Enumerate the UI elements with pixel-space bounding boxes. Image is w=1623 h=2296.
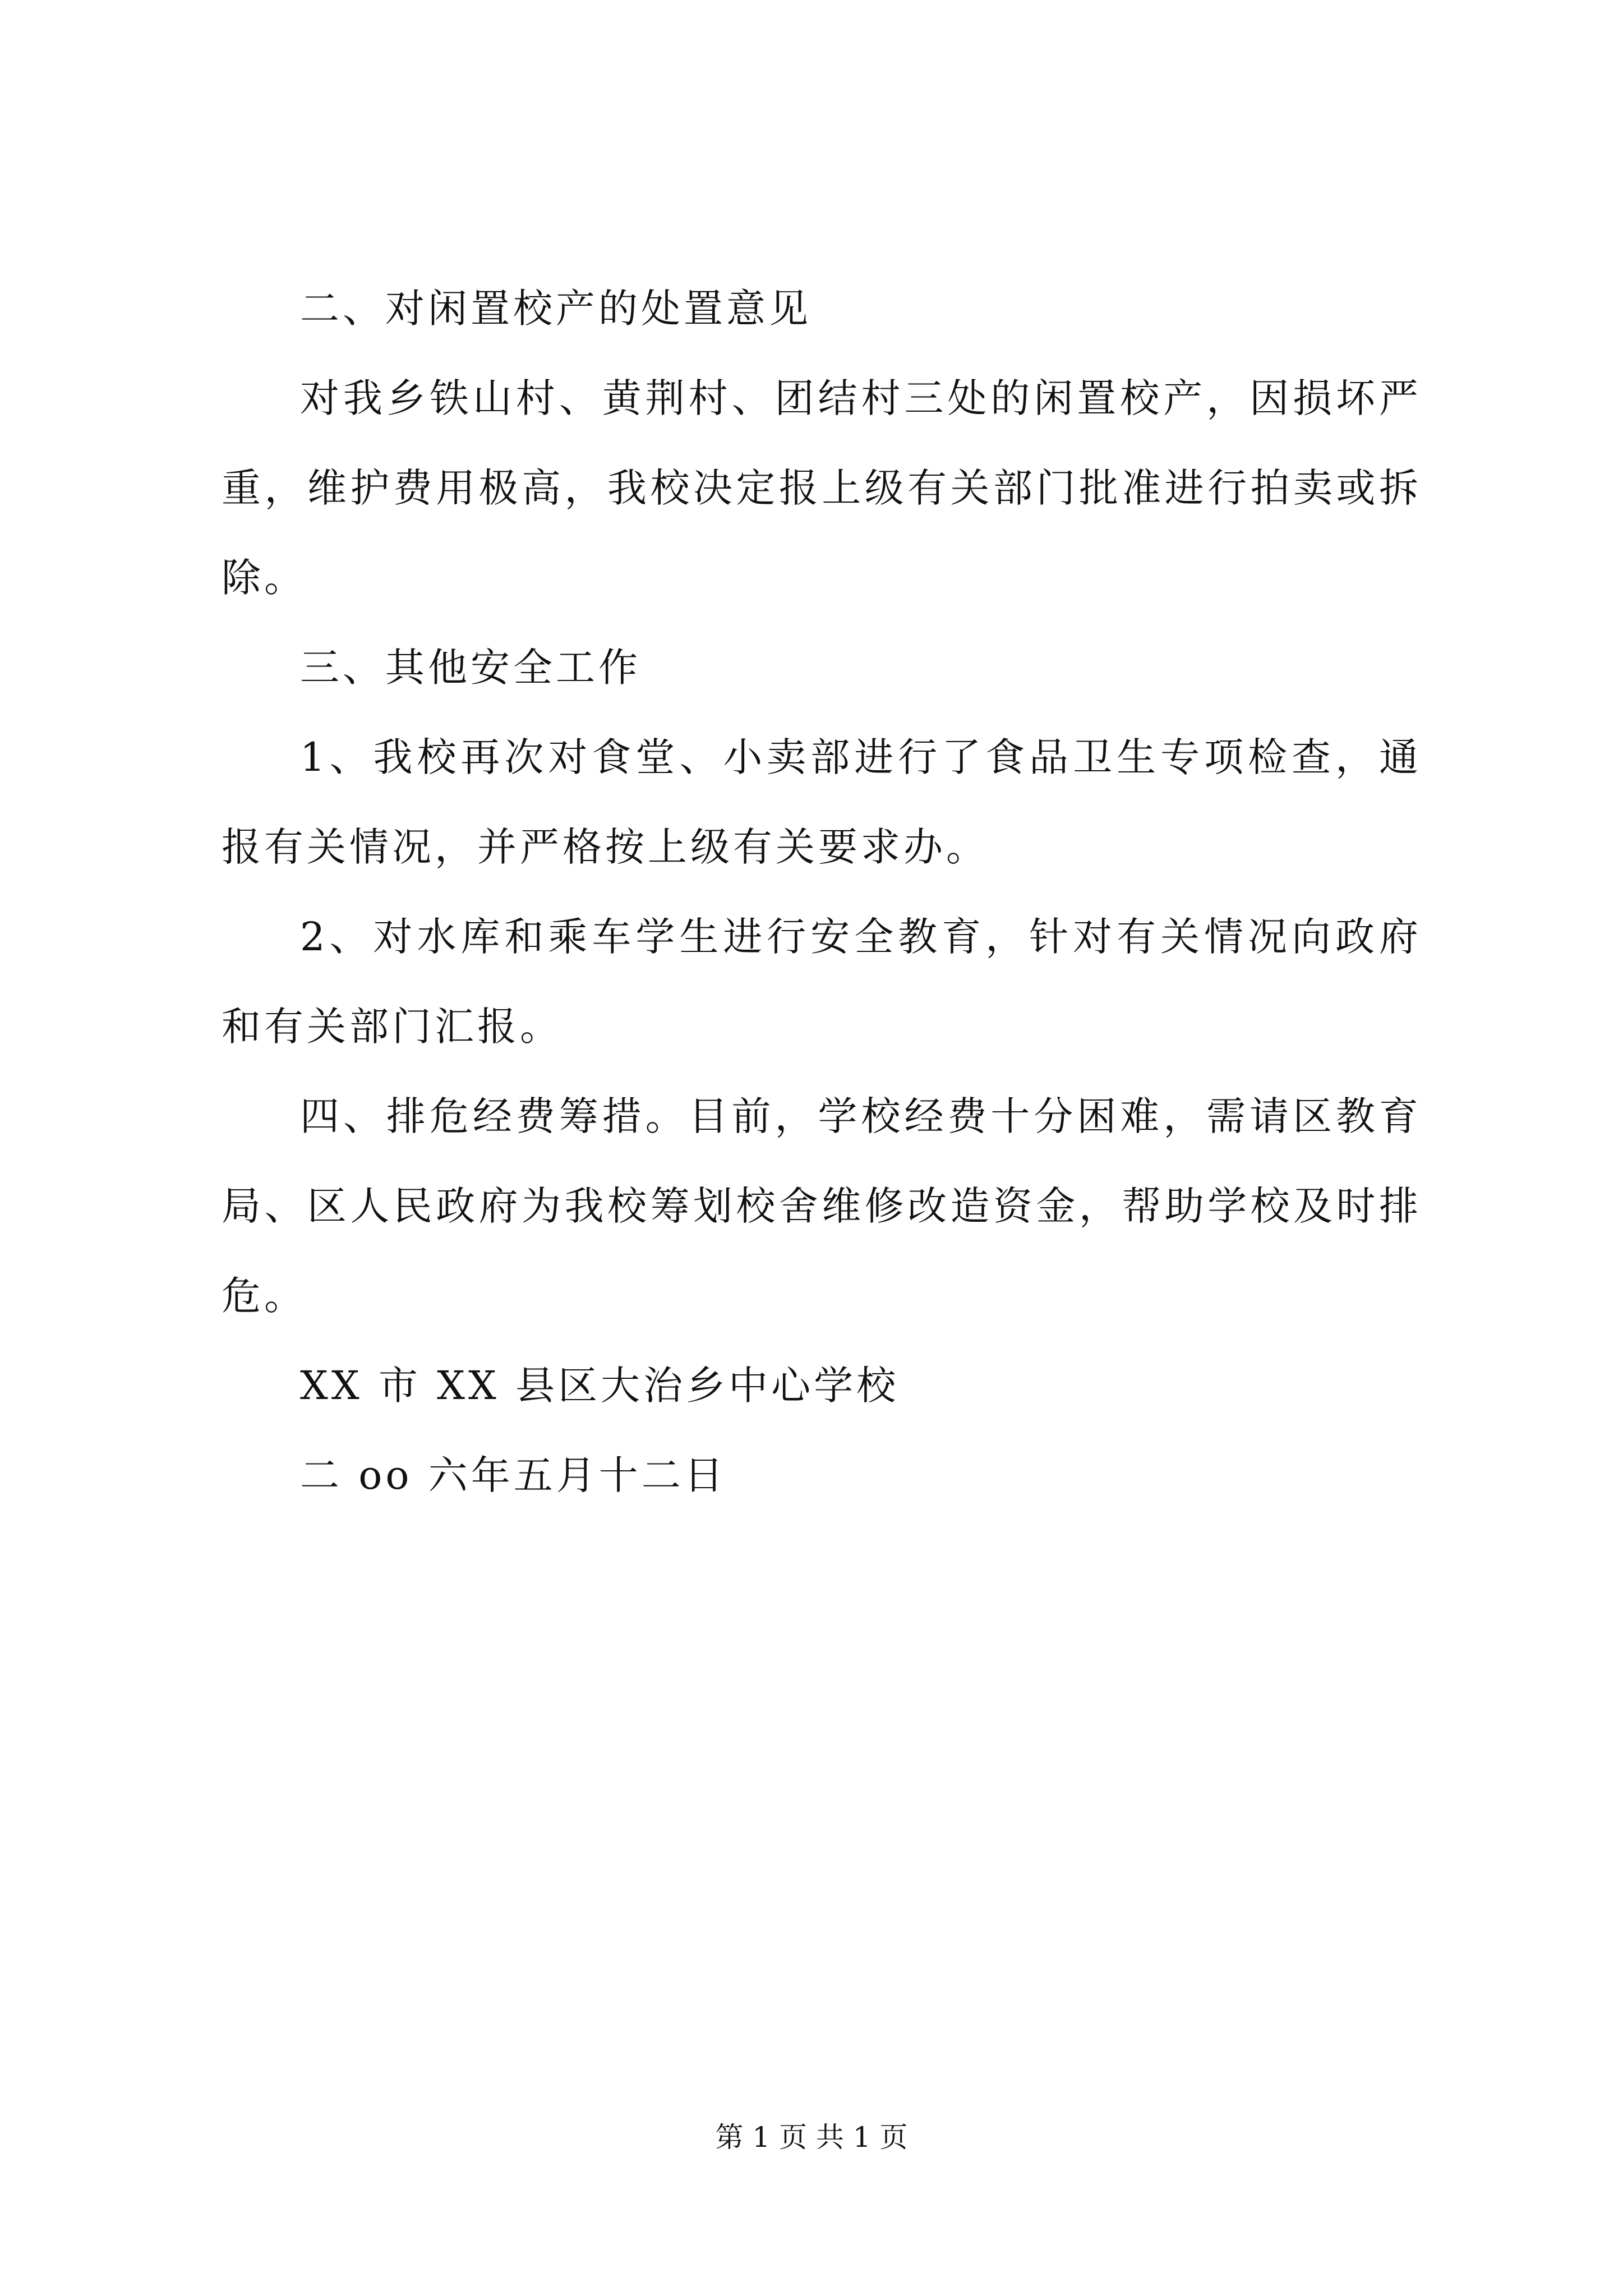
signature-organization: XX 市 XX 县区大治乡中心学校 — [300, 1363, 900, 1409]
paragraph-line: 和有关部门汇报。 — [222, 1004, 562, 1050]
signature-date: 二 oo 六年五月十二日 — [300, 1452, 727, 1498]
page-number-footer: 第 1 页 共 1 页 — [715, 2121, 908, 2154]
section-heading-other-safety: 三、其他安全工作 — [300, 645, 641, 691]
paragraph-line: 局、区人民政府为我校筹划校舍维修改造资金，帮助学校及时排 — [222, 1183, 1422, 1229]
paragraph-line: 四、排危经费筹措。目前，学校经费十分困难，需请区教育 — [300, 1093, 1422, 1139]
paragraph-line: 除。 — [222, 555, 307, 601]
paragraph-line: 1、我校再次对食堂、小卖部进行了食品卫生专项检查，通 — [300, 734, 1422, 780]
paragraph-line: 危。 — [222, 1273, 307, 1319]
paragraph-line: 报有关情况，并严格按上级有关要求办。 — [222, 824, 989, 870]
paragraph-line: 2、对水库和乘车学生进行安全教育，针对有关情况向政府 — [300, 914, 1422, 960]
section-heading-idle-property: 二、对闲置校产的处置意见 — [300, 286, 811, 332]
paragraph-line: 重，维护费用极高，我校决定报上级有关部门批准进行拍卖或拆 — [222, 465, 1422, 511]
paragraph-line: 对我乡铁山村、黄荆村、团结村三处的闲置校产，因损坏严 — [300, 375, 1422, 421]
document-body — [222, 264, 1422, 1520]
